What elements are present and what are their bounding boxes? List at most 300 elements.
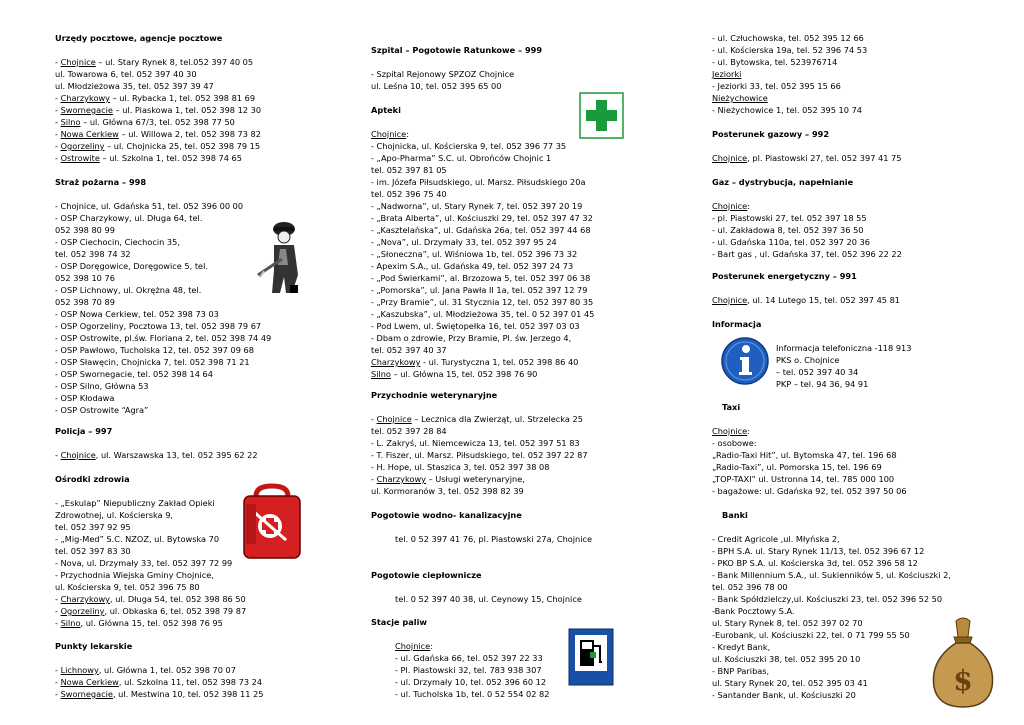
list-item [371,437,580,449]
entry-text: tel. 052 397 92 95 [55,522,131,532]
list-item [712,665,769,677]
list-item [371,461,549,473]
list-bullet: - [55,153,61,163]
entry-text: - BPH S.A. ul. Stary Rynek 11/13, tel. 052 396 67 12 [712,546,925,556]
list-item [55,533,219,545]
list-item [371,224,591,236]
list-item [55,557,232,569]
entry-text: , ul. Główna 1, tel. 052 398 70 07 [98,665,236,675]
place-name: Chojnice [60,57,96,67]
list-bullet: - [55,689,61,699]
list-bullet: - [55,665,61,675]
first-aid-kit-icon [240,482,304,562]
entry-text: - Bank Spółdzielczy,ul. Kościuszki 23, tel. 052 396 52 50 [712,594,943,604]
list-item [55,605,246,617]
entry-text: tel. 052 396 75 40 [371,189,447,199]
section-heading [712,270,857,282]
firefighter-icon [256,215,306,295]
section-heading [371,44,542,56]
list-item [55,356,250,368]
entry-text: PKP – tel. 94 36, 94 91 [776,379,869,389]
list-item [55,140,260,152]
entry-text: - „Pomorska”, ul. Jana Pawła II 1a, tel. 052 397 12 79 [371,285,588,295]
entry-text: - OSP Ostrowite, pl.św. Floriana 2, tel. 052 398 74 49 [55,333,272,343]
entry-text: 052 398 10 76 [55,273,115,283]
entry-text: Taxi [722,402,741,412]
list-item [55,545,131,557]
list-item [371,296,593,308]
place-name: Silno [60,618,81,628]
list-bullet: - [55,594,61,604]
list-item [55,332,271,344]
list-item [712,294,900,306]
list-bullet: - [55,57,61,67]
entry-text: - ul. Tucholska 1b, tel. 0 52 554 02 82 [395,689,550,699]
entry-text: – ul. Chojnicka 25, tel. 052 398 79 15 [104,141,261,151]
entry-text: - „Nadworna”, ul. Stary Rynek 7, tel. 052 397 20 19 [371,201,583,211]
list-item [55,392,114,404]
entry-text: – ul. Rybacka 1, tel. 052 398 81 69 [110,93,256,103]
place-name: Silno [371,369,391,379]
entry-text: – tel. 052 397 40 34 [776,367,859,377]
list-item [371,449,588,461]
list-item [712,581,788,593]
list-item [371,356,578,368]
section-heading [371,104,401,116]
list-item [712,44,867,56]
list-item [55,320,261,332]
entry-text: - OSP Charzykowy, ul. Długa 64, tel. [55,213,203,223]
entry-text: - Nieżychowice 1, tel. 052 395 10 74 [712,105,862,115]
list-item [371,200,582,212]
place-name: Charzykowy [376,474,426,484]
list-item [371,140,566,152]
fuel-station-icon [568,628,614,686]
entry-text: - ul. Gdańska 110a, tel. 052 397 20 36 [712,237,870,247]
list-item [55,569,214,581]
entry-text: Straż pożarna – 998 [55,177,147,187]
list-item [55,260,208,272]
entry-text: - OSP Nowa Cerkiew, tel. 052 398 73 03 [55,309,219,319]
section-heading [712,176,853,188]
entry-text: - OSP Silno, Główna 53 [55,381,149,391]
entry-text: - im. Józefa Piłsudskiego, ul. Marsz. Piłsudskiego 20a [371,177,586,187]
entry-text: , ul. 14 Lutego 15, tel. 052 397 45 81 [747,295,901,305]
list-item [55,104,261,116]
entry-text: - T. Fiszer, ul. Marsz. Piłsudskiego, tel. 052 397 22 87 [371,450,588,460]
entry-text: - pl. Piastowski 27, tel. 052 397 18 55 [712,213,867,223]
entry-text: - PKO BP S.A. ul. Kościerska 3d, tel. 052 396 58 12 [712,558,918,568]
list-item [712,425,750,437]
list-item [712,485,907,497]
list-item [371,533,592,545]
entry-text: - OSP Swornegacie, tel. 052 398 14 64 [55,369,213,379]
section-heading [712,128,829,140]
place-name: Ogorzeliny [60,606,105,616]
section-heading [712,509,748,521]
entry-text: - Pl. Piastowski 32, tel. 783 938 307 [395,665,542,675]
list-item [712,56,837,68]
entry-text: tel. 052 397 40 37 [371,345,447,355]
place-name: Chojnice [376,414,412,424]
entry-text: ul. Młodzieżowa 35, tel. 052 397 39 47 [55,81,214,91]
list-item [55,497,215,509]
entry-text: tel. 052 396 78 00 [712,582,788,592]
entry-text: - OSP Kłodawa [55,393,115,403]
list-bullet: - [55,93,61,103]
information-icon [720,336,770,386]
place-name: Jeziorki [712,69,742,79]
list-item [371,212,593,224]
place-name: Nowa Cerkiew [60,677,119,687]
entry-text: - Bart gas , ul. Gdańska 37, tel. 052 396 22 22 [712,249,902,259]
entry-text: - ul. Zakładowa 8, tel. 052 397 36 50 [712,225,864,235]
section-heading [55,640,132,652]
entry-text: - Przychodnia Wiejska Gminy Chojnice, [55,570,214,580]
entry-text: - OSP Ostrowite “Agra” [55,405,149,415]
entry-text: - H. Hope, ul. Staszica 3, tel. 052 397 38 08 [371,462,550,472]
entry-text: - ul. Kościerska 19a, tel. 52 396 74 53 [712,45,868,55]
list-item [371,164,447,176]
entry-text: 052 398 70 89 [55,297,115,307]
place-name: Chojnice [712,295,748,305]
place-name: Chojnice [712,153,748,163]
list-bullet: - [55,117,61,127]
list-item [371,676,546,688]
entry-text: , ul. Mestwina 10, tel. 052 398 11 25 [112,689,264,699]
place-name: Charzykowy [60,594,110,604]
list-item [712,461,882,473]
list-item [371,272,590,284]
list-item [55,521,131,533]
entry-text: , ul. Główna 15, tel. 052 398 76 95 [80,618,223,628]
entry-text: Banki [722,510,748,520]
list-item [371,320,580,332]
section-heading [371,389,497,401]
list-item [371,80,501,92]
entry-text: tel. 0 52 397 41 76, pl. Piastowski 27a, Chojnice [395,534,593,544]
entry-text: Przychodnie weterynaryjne [371,390,498,400]
place-name: Nieżychowice [712,93,768,103]
entry-text: ul. Kormoranów 3, tel. 052 398 82 39 [371,486,524,496]
entry-text: „TOP-TAXI” ul. Ustronna 14, tel. 785 000 100 [712,474,895,484]
list-bullet: - [371,474,377,484]
list-item [712,200,750,212]
list-bullet: - [55,129,61,139]
pharmacy-cross-icon [579,92,624,139]
list-item [371,425,447,437]
entry-text: - Dbam o zdrowie, Przy Bramie, Pl. św. Jerzego 4, [371,333,572,343]
list-item [371,248,577,260]
place-name: Ogorzeliny [60,141,105,151]
place-name: Charzykowy [371,357,421,367]
list-item [712,212,867,224]
entry-text: - Szpital Rejonowy SPZOZ Chojnice [371,69,515,79]
entry-text: Stacje paliw [371,617,427,627]
entry-text: Gaz – dystrybucja, napełnianie [712,177,854,187]
entry-text: - Kredyt Bank, [712,642,771,652]
section-heading [371,509,522,521]
entry-text: - OSP Ogorzeliny, Pocztowa 13, tel. 052 398 79 67 [55,321,262,331]
list-item [712,641,770,653]
section-heading [712,318,761,330]
list-item [712,689,856,701]
entry-text: , ul. Obkaska 6, tel. 052 398 79 87 [104,606,247,616]
list-item [371,640,433,652]
section-heading [55,473,130,485]
list-item [371,308,594,320]
entry-text: – ul. Willowa 2, tel. 052 398 73 82 [118,129,261,139]
list-item [55,92,255,104]
entry-text: - Nova, ul. Drzymały 33, tel. 052 397 72 99 [55,558,233,568]
entry-text: - OSP Sławęcin, Chojnicka 7, tel. 052 398 71 21 [55,357,250,367]
entry-text: , pl. Piastowski 27, tel. 052 397 41 75 [747,153,902,163]
list-item [712,224,864,236]
entry-text: Posterunek gazowy – 992 [712,129,830,139]
entry-text: ul. Towarowa 6, tel. 052 397 40 30 [55,69,197,79]
entry-text: - OSP Lichnowy, ul. Okrężna 48, tel. [55,285,202,295]
entry-text: Pogotowie wodno- kanalizacyjne [371,510,522,520]
place-name: Lichnowy [60,665,99,675]
entry-text: : [406,129,409,139]
entry-text: – Usługi weterynaryjne, [426,474,525,484]
list-bullet: - [55,450,61,460]
list-item [712,92,768,104]
list-item [55,404,148,416]
entry-text: Szpital – Pogotowie Ratunkowe – 999 [371,45,543,55]
list-item [712,32,864,44]
entry-text: tel. 052 398 74 32 [55,249,131,259]
entry-text: - Santander Bank, ul. Kościuszki 20 [712,690,856,700]
list-item [371,473,525,485]
entry-text: - Chojnice, ul. Gdańska 51, tel. 052 396 00 00 [55,201,244,211]
entry-text: „Radio-Taxi”, ul. Pomorska 15, tel. 196 69 [712,462,882,472]
list-item [55,509,173,521]
list-bullet: - [55,606,61,616]
entry-text: tel. 0 52 397 40 38, ul. Ceynowy 15, Chojnice [395,594,582,604]
entry-text: - BNP Paribas, [712,666,770,676]
list-item [712,152,901,164]
entry-text: ul. Kościerska 9, tel. 052 396 75 80 [55,582,200,592]
list-bullet: - [55,618,61,628]
list-item [55,212,202,224]
list-item [55,368,213,380]
entry-text: – ul. Główna 15, tel. 052 398 76 90 [390,369,538,379]
list-item [371,68,514,80]
place-name: Swornegacie [60,105,113,115]
list-item [712,80,841,92]
entry-text: , ul. Szkolna 11, tel. 052 398 73 24 [118,677,263,687]
list-item [712,557,918,569]
list-item [712,68,741,80]
entry-text: - Jeziorki 33, tel. 052 395 15 66 [712,81,841,91]
list-item [55,80,214,92]
list-item [371,128,409,140]
entry-text: - „Kasztelańska”, ul. Gdańska 26a, tel. 052 397 44 68 [371,225,591,235]
entry-text: 052 398 80 99 [55,225,115,235]
entry-text: Informacja [712,319,762,329]
list-item [712,545,924,557]
entry-text: - L. Zakryś, ul. Niemcewicza 13, tel. 052 397 51 83 [371,438,580,448]
entry-text: - Chojnicka, ul. Kościerska 9, tel. 052 396 77 35 [371,141,567,151]
entry-text: : [430,641,433,651]
list-item [55,308,219,320]
list-item [55,593,246,605]
entry-text: - Bank Millennium S.A., ul. Sukienników 5, ul. Kościuszki 2, [712,570,951,580]
entry-text: - Pod Lwem, ul. Świętopełka 16, tel. 052 397 03 03 [371,321,580,331]
entry-text: - „Brata Alberta”, ul. Kościuszki 29, tel. 052 397 47 32 [371,213,593,223]
place-name: Nowa Cerkiew [60,129,119,139]
place-name: Chojnice [712,426,748,436]
place-name: Chojnice [712,201,748,211]
entry-text: ul. Stary Rynek 8, tel. 052 397 02 70 [712,618,863,628]
entry-text: - OSP Ciechocin, Ciechocin 35, [55,237,180,247]
entry-text: tel. 052 397 28 84 [371,426,447,436]
entry-text: Policja – 997 [55,426,113,436]
place-name: Charzykowy [60,93,110,103]
entry-text: - ul. Drzymały 10, tel. 052 396 60 12 [395,677,547,687]
list-item [712,677,868,689]
entry-text: : [747,201,750,211]
list-item [371,152,551,164]
entry-text: Punkty lekarskie [55,641,133,651]
list-item [712,236,870,248]
list-item [55,344,254,356]
entry-text: - ul. Gdańska 66, tel. 052 397 22 33 [395,653,543,663]
place-name: Chojnice [371,129,407,139]
list-item [55,296,115,308]
section-heading [55,176,146,188]
list-item [55,224,115,236]
list-item [371,332,571,344]
list-item [55,581,200,593]
list-bullet: - [55,141,61,151]
entry-text: tel. 052 397 83 30 [55,546,131,556]
entry-text: - ul. Turystyczna 1, tel. 052 398 86 40 [420,357,579,367]
entry-text: -Bank Pocztowy S.A. [712,606,795,616]
list-item [55,676,262,688]
entry-text: – ul. Stary Rynek 8, tel.052 397 40 05 [95,57,254,67]
list-item [371,593,582,605]
list-item [712,473,894,485]
list-item [55,152,242,164]
list-bullet: - [55,105,61,115]
list-item [712,605,795,617]
list-item [371,664,542,676]
entry-text: Pogotowie ciepłownicze [371,570,482,580]
list-item [55,116,235,128]
list-item [55,68,197,80]
svg-text:$: $ [953,664,973,697]
list-item [712,593,942,605]
list-item [55,128,261,140]
entry-text: - „Pod Świerkami”, al. Brzozowa 5, tel. 052 397 06 38 [371,273,591,283]
entry-text: – ul. Piaskowa 1, tel. 052 398 12 30 [112,105,262,115]
section-heading [55,32,222,44]
entry-text: - OSP Doręgowice, Doręgowice 5, tel. [55,261,208,271]
list-item [371,188,447,200]
list-item [712,629,910,641]
money-bag-icon [928,615,998,710]
list-item [55,688,263,700]
list-item [371,485,524,497]
list-item [55,449,258,461]
entry-text: Apteki [371,105,401,115]
entry-text: -Eurobank, ul. Kościuszki 22, tel. 0 71 799 55 50 [712,630,910,640]
list-item [55,236,180,248]
place-name: Chojnice [395,641,431,651]
entry-text: - „Słoneczna”, ul. Wiśniowa 1b, tel. 052 396 73 32 [371,249,578,259]
entry-text: - Credit Agricole ,ul. Młyńska 2, [712,534,840,544]
entry-text: - „Mig-Med” S.C. NZOZ, ul. Bytowska 70 [55,534,220,544]
entry-text: „Radio-Taxi Hit”, ul. Bytomska 47, tel. 196 68 [712,450,897,460]
entry-text: tel. 052 397 81 05 [371,165,447,175]
place-name: Ostrowite [60,153,100,163]
entry-text: Urzędy pocztowe, agencje pocztowe [55,33,223,43]
list-item [55,380,149,392]
list-item [371,176,585,188]
section-heading [371,616,427,628]
entry-text: ul. Kościuszki 38, tel. 052 395 20 10 [712,654,861,664]
section-heading [712,401,740,413]
section-heading [55,425,112,437]
entry-text: , ul. Długa 54, tel. 052 398 86 50 [110,594,246,604]
list-item [55,56,253,68]
list-item [712,533,840,545]
list-item [712,248,902,260]
entry-text: - OSP Pawłowo, Tucholska 12, tel. 052 397 09 68 [55,345,254,355]
entry-text: - „Eskulap” Niepubliczny Zakład Opieki [55,498,215,508]
entry-text: - „Przy Bramie”, ul. 31 Stycznia 12, tel. 052 397 80 35 [371,297,594,307]
list-item [712,617,863,629]
entry-text: - ul. Człuchowska, tel. 052 395 12 66 [712,33,864,43]
list-item [55,284,201,296]
list-item [55,200,243,212]
entry-text: – Lecznica dla Zwierząt, ul. Strzelecka 25 [411,414,583,424]
list-item [371,344,447,356]
list-bullet: - [55,677,61,687]
list-item [55,664,236,676]
entry-text: ul. Leśna 10, tel. 052 395 65 00 [371,81,502,91]
list-item [55,248,131,260]
list-bullet: - [371,414,377,424]
entry-text: Posterunek energetyczny – 991 [712,271,857,281]
place-name: Chojnice [60,450,96,460]
entry-text: Ośrodki zdrowia [55,474,130,484]
list-item [55,272,115,284]
list-item [712,569,951,581]
entry-text: – ul. Główna 67/3, tel. 052 398 77 50 [80,117,235,127]
entry-text: PKS o. Chojnice [776,355,840,365]
entry-text: - „Kaszubska”, ul. Młodzieżowa 35, tel. 0 52 397 01 45 [371,309,595,319]
entry-text: - „Nova”, ul. Drzymały 33, tel. 052 397 95 24 [371,237,557,247]
entry-text: - osobowe: [712,438,757,448]
entry-text: ul. Stary Rynek 20, tel. 052 395 03 41 [712,678,868,688]
entry-text: Informacja telefoniczna -118 913 [776,343,912,353]
entry-text: – ul. Szkolna 1, tel. 052 398 74 65 [99,153,242,163]
entry-text: , ul. Warszawska 13, tel. 052 395 62 22 [95,450,258,460]
list-item [712,449,897,461]
list-item [371,368,537,380]
list-item [55,617,223,629]
list-item [371,284,587,296]
list-item [371,260,573,272]
entry-text: Zdrowotnej, ul. Kościerska 9, [55,510,174,520]
list-item [712,653,860,665]
list-item [371,688,549,700]
list-item [371,413,583,425]
entry-text: - ul. Bytowska, tel. 523976714 [712,57,838,67]
